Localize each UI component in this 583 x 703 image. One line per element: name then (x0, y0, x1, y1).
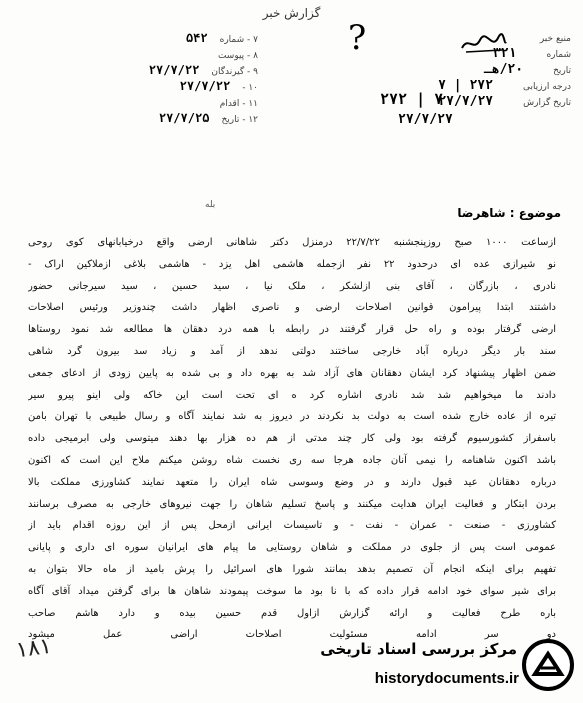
body-line: بردن ابتکار و فعالیت ایران هدایت میکنند و پاسخ تسلیم شاهان را جهت نیروهای خارجی به مصرف برسانند (28, 498, 556, 510)
body-line: داشتند ابتدا پیرامون قوانین اصلاحات ارضی و ناصری اظهار داشت چندوزیر ورئیس اصلاحات (28, 302, 556, 314)
body-line: باره طرح فعالیت و ارائه گزارش ازاول قدم حسین بیده و دارد هاشم صاحب (28, 607, 556, 619)
body-line: عمومی است پس از جلوی در مملکت و شاهان روستایی ما پیام های ایرانیان سوره ای داری و پایانی (28, 542, 556, 554)
handwritten-date: ۲۷/۷/۲۷ (398, 112, 453, 127)
big-question-mark: ? (348, 18, 367, 58)
left-marker: بله (205, 200, 216, 210)
handwritten-number: ۲۷۲ | ۷ (380, 90, 444, 108)
body-line: درباره دهقانان عید قبول دارند و در وضع وسوسی شاه ایران را متعهد نمایند کشاورزی مملکت بالا (28, 476, 556, 488)
header-field: درجه ارزیابی۲۷۲ | ۷ (438, 78, 571, 93)
archive-logo-icon (521, 638, 575, 692)
body-line: ارضی گرفتار بوده و راه حل قرار گرفتند در رابطه با همه درد دهقان ها مطالعه شد نمود روستاها (28, 324, 556, 336)
watermark-title: مرکز بررسی اسناد تاریخی (320, 640, 517, 658)
header-field: ۸ - پیوست (217, 51, 258, 61)
header-fields-left (18, 30, 258, 126)
header-field: ۱۲ - تاریخ۲۷/۷/۲۵ (158, 111, 258, 125)
margin-handwritten-number: ۱۸۱ (14, 633, 54, 664)
header-field: ۱۱ - اقدام (219, 99, 258, 109)
body-line: دو سر ادامه مسئولیت اصلاحات اراضی عمل میشود (28, 629, 556, 641)
body-line: ازساعت ۱۰۰۰ صبح روزپنجشنبه ۲۲/۷/۲۲ درمنزل دکتر شاهانی ارضی واقع درخیابانهای کوی روحی (28, 237, 556, 248)
body-line: دادند ما میخواهیم شد شد نادری اشاره کرد ه ای تحت است این خاکه ولی اینو پیرو سیر (28, 389, 556, 401)
body-line: کشاورزی - صنعت - عمران - نفت - و تاسیسات ایرانی ازمحل پس از این روزه اقدام باید از (28, 520, 556, 532)
body-line: ضمن اظهار پیشنهاد کرد ایشان دهقانان های آزاد شد به بهره داد و بی شده به پایین زودی از ادعای جمعی (28, 367, 556, 379)
body-line: تیره از عاده خارج شده است به دولت بد نکردند در دیروز به شد نمایند آگاه و رسال طبیعی با تهران بامن (28, 411, 556, 423)
body-line: نادری ، بازرگان ، آقای بنی ازلشکر ، ملک نیا ، سید حسین ، سید سیرجانی حضور (28, 280, 556, 292)
header-field: منبع خبر (539, 34, 571, 44)
subject-line: موضوع : شاهرضا (457, 206, 561, 220)
header-field: شماره۳۲۱ (492, 46, 571, 61)
watermark-url: historydocuments.ir (374, 670, 519, 687)
body-line: نو شیرازی عده ای درحدود ۲۲ نفر ازجمله هاشمی اهل یزد - هاشمی بلاغی ازملاکین اراک - (28, 258, 556, 270)
header-field: ۹ - گیرندگان۲۷/۷/۲۲ (148, 63, 258, 77)
body-line: برای شیر سوای خود ادامه قرار داده که با نا بود ما سوخت پیمودند شاهان ها برای گرفتن میداد آقای آگاه (28, 585, 556, 597)
header-field: ۷ - شماره۵۴۲ (185, 31, 258, 45)
header-field: تاریخ گزارش۲۷/۷/۲۷ (438, 94, 571, 109)
body-line: باسفراز کشورسیوم گرفته بود ولی کار چند مدتی از هم ده هزار بها دهند میتوسی ولی ابرمیجی داده (28, 433, 556, 445)
body-line: تفهیم برای اینکه انجام آن تصمیم بدهد بمانند شورا های اسرائیل را پرش بامید از ماه حالا بتوان به (28, 563, 556, 575)
document-title: گزارش خبر (262, 6, 321, 20)
watermark (281, 634, 581, 700)
report-body (28, 232, 556, 646)
header-field: تاریخ۲۰/هـ (483, 62, 571, 77)
body-line: سند بار دیگر درباره آباد خارجی ساختند دولتی ندهد از آمد و زیاد سد بیرون گرد شاهی (28, 345, 556, 357)
header-field: ۱۰ -۲۷/۷/۲۲ (179, 79, 258, 93)
body-line: باشد اکنون شاهنامه را نیمی آنان جاده هرجا سه ری نخست شاه روشن میکنم ملاح این است که اکنون (28, 454, 556, 466)
